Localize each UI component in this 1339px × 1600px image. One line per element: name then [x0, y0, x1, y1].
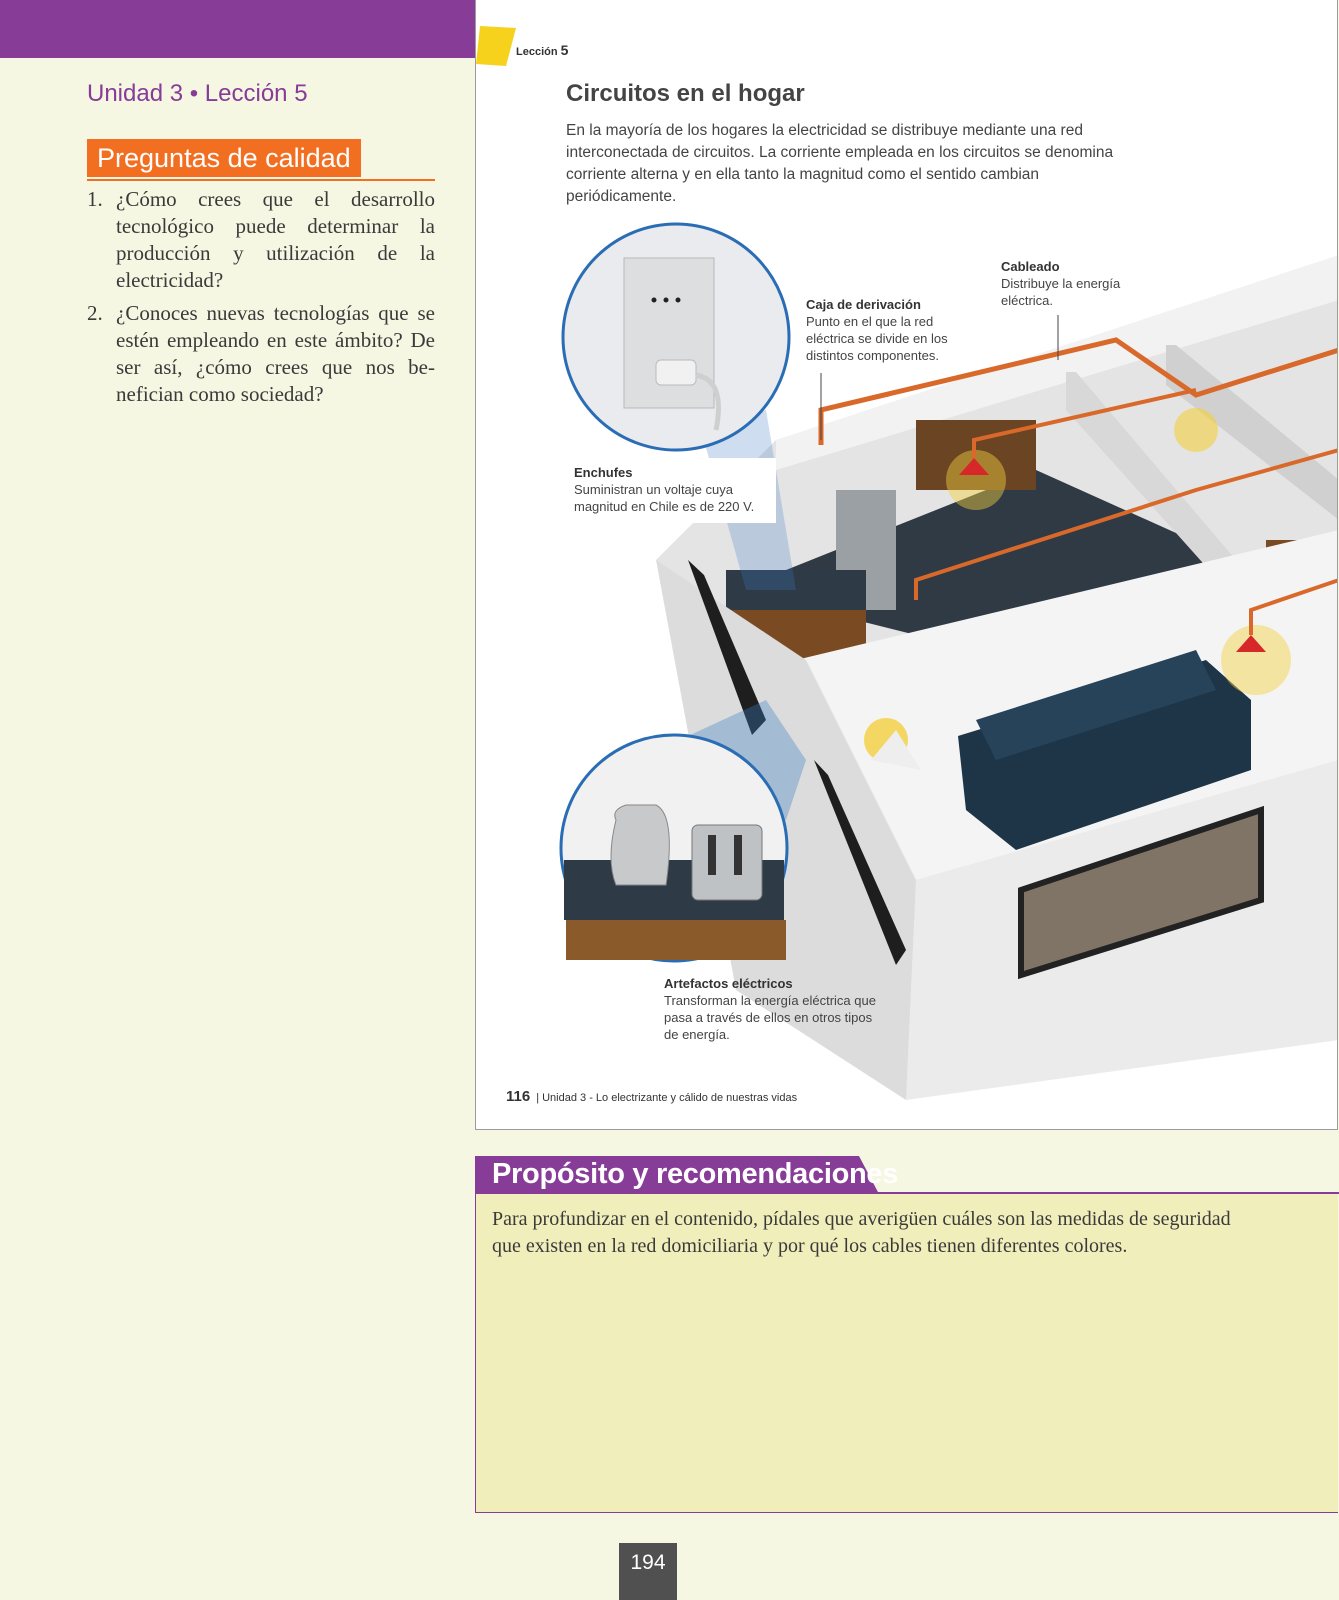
questions-title: Preguntas de calidad	[87, 139, 361, 177]
callout-enchufes	[574, 464, 784, 515]
purpose-text: Para profundizar en el contenido, pídales que averigüen cuáles son las medidas de seguridad que existen en la red domiciliaria y por qué los cables tienen diferentes colores.	[492, 1208, 1231, 1257]
callout-text: Suministran un voltaje cuya magnitud en Chile es de 220 V.	[574, 482, 755, 514]
book-page-number: 116	[506, 1088, 531, 1105]
top-color-bar	[0, 0, 476, 58]
page-title: Circuitos en el hogar	[566, 80, 805, 107]
question-item	[87, 300, 435, 408]
callout-title: Artefactos eléctricos	[664, 976, 793, 991]
callout-text: Distribuye la energía eléctrica.	[1001, 276, 1121, 308]
house-illustration	[476, 0, 1338, 1130]
question-text: ¿Cómo crees que el desarrollo tecnológico puede determinar la producción y utilización de la electricidad?	[116, 187, 435, 292]
callout-text: Punto en el que la red eléctrica se divide en los distintos componentes.	[806, 314, 948, 363]
question-number: 1.	[87, 187, 103, 211]
unit-heading: Unidad 3 • Lección 5	[87, 80, 308, 107]
question-text: ¿Conoces nuevas tecnologías que se estén empleando en este ámbito? De ser así, ¿cómo crees que nos be-nefician como sociedad?	[116, 301, 435, 406]
lesson-label-text: Lección	[516, 46, 558, 58]
callout-cableado	[1001, 258, 1151, 309]
question-item	[87, 186, 435, 294]
question-number: 2.	[87, 301, 103, 325]
lesson-number: 5	[560, 42, 569, 58]
callout-title: Cableado	[1001, 259, 1060, 274]
page-number: 194	[619, 1543, 677, 1600]
callout-text: Transforman la energía eléctrica que pasa a través de ellos en otros tipos de energía.	[664, 993, 876, 1042]
questions-header	[87, 139, 435, 181]
callout-title: Enchufes	[574, 465, 633, 480]
purpose-title: Propósito y recomendaciones	[492, 1158, 899, 1190]
textbook-page-image	[475, 0, 1338, 1130]
callout-artefactos	[664, 975, 884, 1043]
callout-caja-derivacion	[806, 296, 976, 364]
book-page-footer	[506, 1088, 797, 1105]
questions-list	[87, 186, 435, 414]
book-footer-text: | Unidad 3 - Lo electrizante y cálido de nuestras vidas	[536, 1092, 798, 1104]
page-intro: En la mayoría de los hogares la electricidad se distribuye mediante una red interconectada de circuitos. La corriente empleada en los circuitos se denomina corriente alterna y en ella tanto la magnitud como el sentido cambian periódicamente.	[566, 122, 1114, 205]
callout-title: Caja de derivación	[806, 297, 921, 312]
